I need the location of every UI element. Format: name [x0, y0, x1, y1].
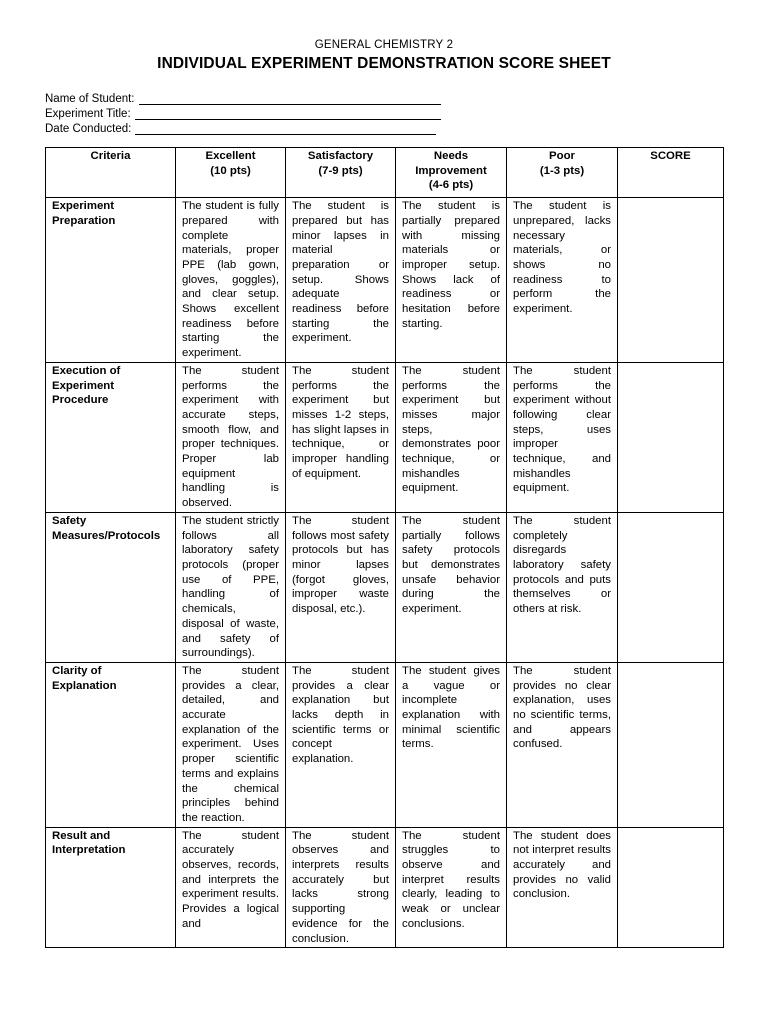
satisfactory-cell: The student provides a clear explanation but lacks depth in scientific terms or concept explanation. [286, 662, 396, 827]
poor-cell: The student does not interpret results accurately and provides no valid conclusion. [507, 827, 618, 948]
needs-improvement-cell: The student partially follows safety protocols but demonstrates unsafe behavior during the experiment. [396, 512, 507, 662]
needs-improvement-cell: The student gives a vague or incomplete explanation with minimal scientific terms. [396, 662, 507, 827]
column-header-excellent: Excellent (10 pts) [176, 148, 286, 198]
satisfactory-cell: The student is prepared but has minor lapses in material preparation or setup. Shows adequate readiness before starting the experiment. [286, 198, 396, 363]
satisfactory-cell: The student follows most safety protocols but has minor lapses (forgot gloves, improper waste disposal, etc.). [286, 512, 396, 662]
field-label: Date Conducted: [45, 123, 132, 135]
blank-line [135, 108, 441, 120]
table-row [46, 827, 724, 948]
excellent-cell: The student is fully prepared with complete materials, proper PPE (lab gown, gloves, goggles), and clear setup. Shows excellent readiness before starting the experiment. [176, 198, 286, 363]
table-row [46, 512, 724, 662]
needs-improvement-cell: The student is partially prepared with missing materials or improper setup. Shows lack of readiness or hesitation before starting. [396, 198, 507, 363]
needs-improvement-cell: The student performs the experiment but misses major steps, demonstrates poor technique, or mishandles equipment. [396, 362, 507, 512]
poor-cell: The student is unprepared, lacks necessary materials, or shows no readiness to perform the experiment. [507, 198, 618, 363]
column-header-score: SCORE [618, 148, 724, 198]
rubric-table [45, 147, 724, 948]
date-conducted-field [45, 120, 441, 135]
page-title: INDIVIDUAL EXPERIMENT DEMONSTRATION SCORE SHEET [157, 55, 611, 72]
score-cell[interactable] [618, 827, 724, 948]
criteria-cell: Safety Measures/Protocols [46, 512, 176, 662]
criteria-cell: Clarity of Explanation [46, 662, 176, 827]
poor-cell: The student performs the experiment without following clear steps, uses improper technique, and mishandles equipment. [507, 362, 618, 512]
column-header-poor: Poor (1-3 pts) [507, 148, 618, 198]
table-row [46, 662, 724, 827]
score-cell[interactable] [618, 198, 724, 363]
criteria-cell: Result and Interpretation [46, 827, 176, 948]
column-header-criteria: Criteria [46, 148, 176, 198]
excellent-cell: The student strictly follows all laboratory safety protocols (proper use of PPE, handling of chemicals, disposal of waste, and safety of surroundings). [176, 512, 286, 662]
column-header-needs-improvement: Needs Improvement (4-6 pts) [396, 148, 507, 198]
table-header-row [46, 148, 724, 198]
poor-cell: The student provides no clear explanation, uses no scientific terms, and appears confused. [507, 662, 618, 827]
experiment-title-field [45, 105, 441, 120]
excellent-cell: The student performs the experiment with accurate steps, smooth flow, and proper techniques. Proper lab equipment handling is observed. [176, 362, 286, 512]
field-label: Name of Student: [45, 93, 135, 105]
subject-heading: GENERAL CHEMISTRY 2 [314, 39, 454, 51]
name-of-student-field [45, 90, 441, 105]
satisfactory-cell: The student performs the experiment but misses 1-2 steps, has slight lapses in technique, or improper handling of equipment. [286, 362, 396, 512]
satisfactory-cell: The student observes and interprets results accurately but lacks strong supporting evidence for the conclusion. [286, 827, 396, 948]
needs-improvement-cell: The student struggles to observe and interpret results clearly, leading to weak or unclear conclusions. [396, 827, 507, 948]
field-label: Experiment Title: [45, 108, 131, 120]
excellent-cell: The student provides a clear, detailed, and accurate explanation of the experiment. Uses proper scientific terms and explains the chemical principles behind the reaction. [176, 662, 286, 827]
poor-cell: The student completely disregards laboratory safety protocols and puts themselves or others at risk. [507, 512, 618, 662]
score-cell[interactable] [618, 662, 724, 827]
blank-line [139, 93, 441, 105]
table-row [46, 198, 724, 363]
criteria-cell: Experiment Preparation [46, 198, 176, 363]
score-cell[interactable] [618, 362, 724, 512]
column-header-satisfactory: Satisfactory (7-9 pts) [286, 148, 396, 198]
blank-line [135, 123, 436, 135]
table-row [46, 362, 724, 512]
score-cell[interactable] [618, 512, 724, 662]
criteria-cell: Execution of Experiment Procedure [46, 362, 176, 512]
excellent-cell: The student accurately observes, records, and interprets the experiment results. Provides a logical and [176, 827, 286, 948]
student-info-fields [45, 90, 441, 135]
